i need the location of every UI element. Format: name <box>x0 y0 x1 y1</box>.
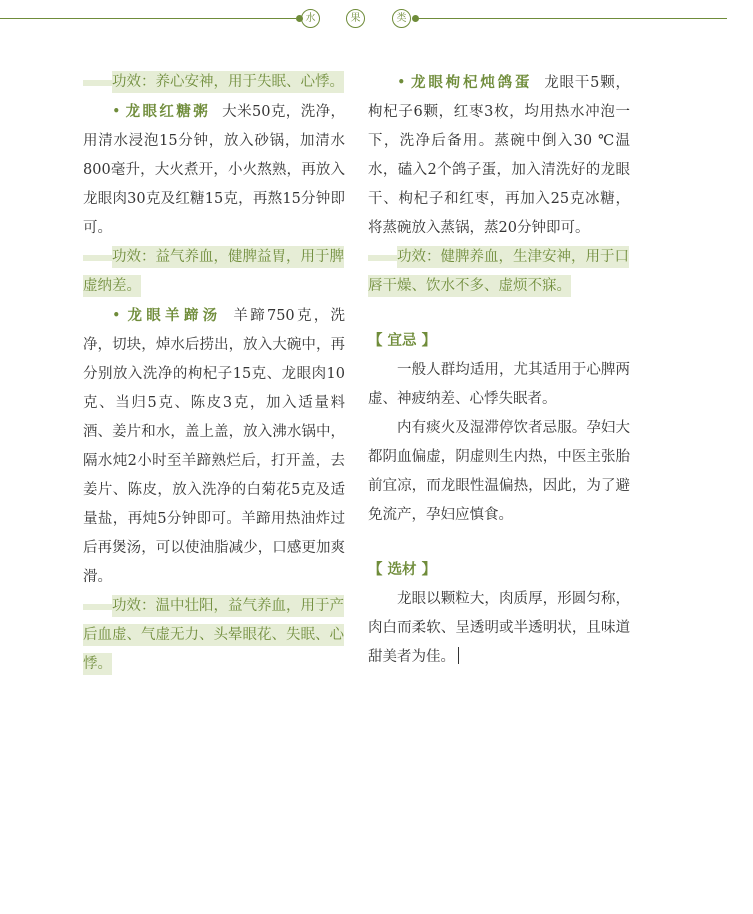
header-char-3: 类 <box>392 9 411 28</box>
bullet-icon: • <box>112 308 121 324</box>
selection-paragraph: 龙眼以颗粒大，肉质厚，形圆匀称，肉白而柔软、呈透明或半透明状，且味道甜美者为佳。 <box>368 591 630 665</box>
recipe-title: 龙眼羊蹄汤 <box>127 307 222 324</box>
effect-note: 功效：益气养血，健脾益胃，用于脾虚纳差。 <box>83 243 345 301</box>
bullet-icon: • <box>112 104 121 120</box>
effect-note: 功效：健脾养血，生津安神，用于口唇干燥、饮水不多、虚烦不寐。 <box>368 243 630 301</box>
recipe-title: 龙眼枸杞炖鸽蛋 <box>411 74 533 91</box>
recipe-paragraph <box>368 68 630 243</box>
effect-note: 功效：温中壮阳，益气养血，用于产后血虚、气虚无力、头晕眼花、失眠、心悸。 <box>83 592 345 679</box>
page-header <box>0 0 753 40</box>
bullet-icon: • <box>397 75 406 91</box>
section-heading-selection: 【 选材 】 <box>368 562 437 578</box>
left-column <box>83 68 345 679</box>
header-rule-left <box>0 18 296 19</box>
suitable-paragraph: 一般人群均适用，尤其适用于心脾两虚、神疲纳差、心悸失眠者。 <box>368 362 630 407</box>
right-column <box>368 68 630 672</box>
header-rule-right <box>414 18 727 19</box>
header-char-2: 果 <box>346 9 365 28</box>
text-cursor <box>458 647 459 664</box>
recipe-paragraph <box>83 301 345 592</box>
recipe-body: 羊蹄750克，洗净，切块，焯水后捞出，放入大碗中，再分别放入洗净的枸杞子15克、龙眼肉10克、当归5克、陈皮3克，加入适量料酒、姜片和水，盖上盖，放入沸水锅中，隔水炖2小时至羊蹄熟烂后，打开盖，去姜片、陈皮，放入洗净的白菊花5克及适量盐，再炖5分钟即可。羊蹄用热油炸过后再煲汤，可以使油脂减少，口感更加爽滑。 <box>83 308 346 585</box>
section-heading-suitable: 【 宜忌 】 <box>368 333 437 349</box>
recipe-title: 龙眼红糖粥 <box>125 103 211 120</box>
recipe-paragraph <box>83 97 345 243</box>
suitable-paragraph: 内有痰火及湿滞停饮者忌服。孕妇大都阴血偏虚，阴虚则生内热，中医主张胎前宜凉，而龙眼性温偏热，因此，为了避免流产，孕妇应慎食。 <box>368 420 630 523</box>
header-char-1: 水 <box>301 9 320 28</box>
effect-note: 功效：养心安神，用于失眠、心悸。 <box>83 68 345 97</box>
recipe-body: 大米50克，洗净，用清水浸泡15分钟，放入砂锅，加清水800毫升，大火煮开，小火熬熟，再放入龙眼肉30克及红糖15克，再熬15分钟即可。 <box>83 104 346 236</box>
recipe-body: 龙眼干5颗，枸杞子6颗，红枣3枚，均用热水冲泡一下，洗净后备用。蒸碗中倒入30 ℃温水，磕入2个鸽子蛋，加入清洗好的龙眼干、枸杞子和红枣，再加入25克冰糖，将蒸碗放入蒸锅，蒸20分钟即可。 <box>368 75 631 236</box>
